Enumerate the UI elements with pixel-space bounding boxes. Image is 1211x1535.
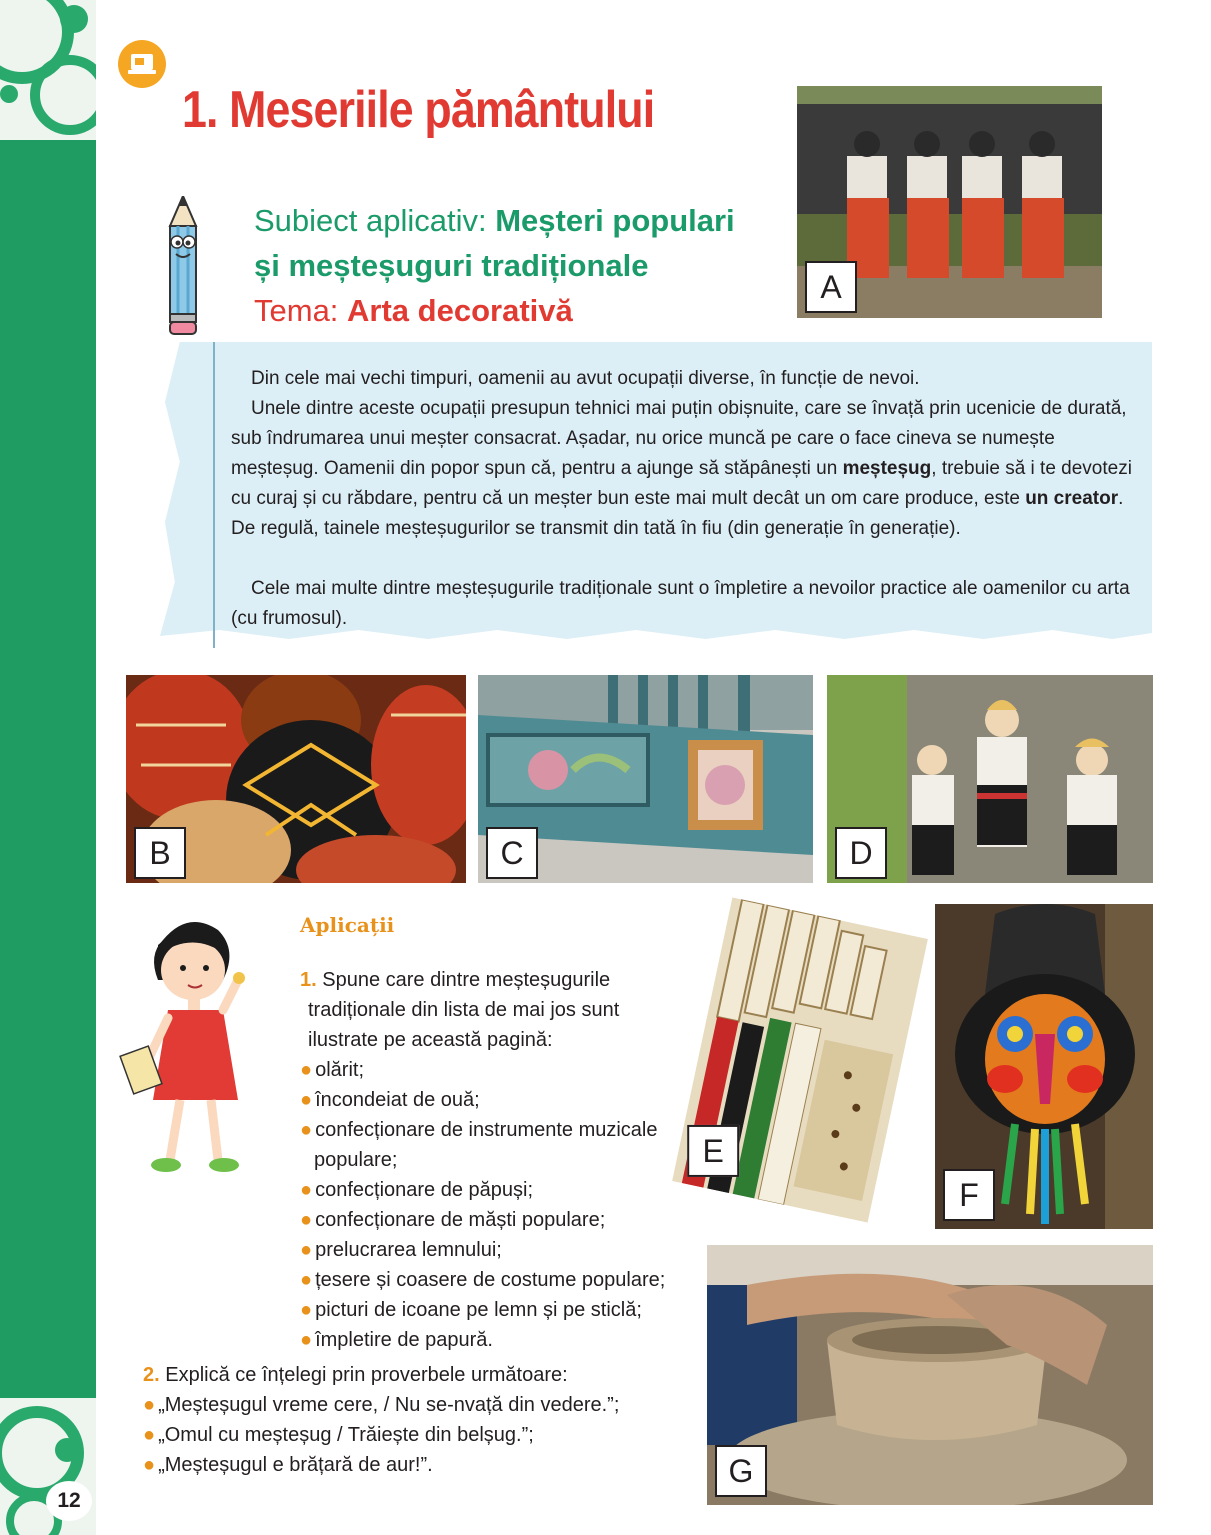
photo-c-carved-wood: [478, 675, 813, 883]
question-2-text: Explică ce înțelegi prin proverbele următoare:: [159, 1364, 568, 1386]
photo-label-e: E: [687, 1125, 739, 1177]
photo-label-f: F: [943, 1169, 995, 1221]
question-1: [282, 965, 682, 1355]
photo-f-folk-mask: [935, 904, 1153, 1229]
subject-label: Subiect aplicativ:: [254, 203, 496, 238]
photo-label-g: G: [715, 1445, 767, 1497]
photo-label-b: B: [134, 827, 186, 879]
list-item: ● prelucrarea lemnului;: [300, 1239, 502, 1261]
photo-g-pottery: [707, 1245, 1153, 1505]
list-item: ● confecționare de măști populare;: [300, 1209, 606, 1231]
intro-p2-bold-creator: un creator: [1025, 488, 1119, 509]
list-item: ● țesere și coasere de costume populare;: [300, 1269, 666, 1291]
photo-d-dolls: [827, 675, 1153, 883]
theme-value: Arta decorativă: [347, 293, 573, 328]
page-number: 12: [46, 1481, 92, 1521]
proverb-item: ● „Omul cu meșteșug / Trăiește din belșug.”;: [143, 1424, 534, 1446]
intro-p2-part-c: , trebuie să i te devotezi cu curaj și cu răbdare, pentru că un meșter bun este mai mult decât un om care produce, este: [231, 458, 1132, 509]
intro-text: [231, 364, 1146, 634]
applications-title: Aplicații: [300, 913, 395, 937]
list-item: ● confecționare de păpuși;: [300, 1179, 534, 1201]
photo-b-painted-eggs: [126, 675, 466, 883]
side-band: [0, 0, 96, 1535]
list-item: ● olărit;: [300, 1059, 364, 1081]
intro-paragraph-3: Cele mai multe dintre meșteșugurile tradiționale sunt o împletire a nevoilor practice ale oamenilor cu arta (cu frumosul).: [231, 578, 1130, 629]
intro-p2-part-a: Unele dintre aceste ocupații presupun tehnici mai puțin obișnuite, care se învață prin ucenicie de durată, sub îndrumarea unui meșter consacrat. Așadar, nu orice muncă pe care o face cineva se numește meșteșug. Oamenii din popor spun că, pentru a ajunge să stăpânești un: [231, 398, 1127, 479]
photo-label-a: A: [805, 261, 857, 313]
subject-value-line2: și meșteșuguri tradiționale: [254, 248, 649, 283]
question-2-number: 2.: [143, 1364, 160, 1386]
proverb-item: ● „Meșteșugul e brățară de aur!”.: [143, 1454, 433, 1476]
proverb-item: ● „Meșteșugul vreme cere, / Nu se-nvață din vedere.”;: [143, 1394, 620, 1416]
lesson-icon: [118, 40, 166, 88]
list-item: ● picturi de icoane pe lemn și pe sticlă;: [300, 1299, 642, 1321]
question-1-prompt: [282, 965, 682, 1055]
question-1-number: 1.: [300, 969, 317, 991]
intro-p2-bold-mestesug: meșteșug: [842, 458, 932, 479]
intro-paragraph-1: Din cele mai vechi timpuri, oamenii au avut ocupații diverse, în funcție de nevoi.: [251, 368, 920, 389]
photo-label-d: D: [835, 827, 887, 879]
side-decoration-top: [0, 0, 96, 140]
photo-label-c: C: [486, 827, 538, 879]
intro-paragraph-2: [231, 394, 1146, 544]
question-2: [143, 1360, 703, 1480]
photo-a-folk-costumes: [797, 86, 1102, 318]
theme-label: Tema:: [254, 293, 348, 328]
list-item: ● confecționare de instrumente muzicale populare;: [300, 1119, 658, 1171]
girl-illustration: [118, 910, 278, 1180]
question-1-text: Spune care dintre meșteșugurile tradiționale din lista de mai jos sunt ilustrate pe această pagină:: [308, 969, 620, 1051]
subject-value-line1: Meșteri populari: [495, 203, 735, 238]
question-1-list: [282, 1055, 682, 1355]
question-2-prompt: [143, 1360, 703, 1390]
panel-margin-rule: [213, 342, 215, 648]
pencil-mascot-icon: [158, 196, 208, 338]
list-item: ● împletire de papură.: [300, 1329, 493, 1351]
intro-p2-part-e: . De regulă, tainele meșteșugurilor se transmit din tată în fiu (din generație în generație).: [231, 488, 1124, 539]
photo-e-pan-flutes: [672, 897, 928, 1222]
list-item: ● încondeiat de ouă;: [300, 1089, 480, 1111]
subject-block: [254, 198, 735, 333]
lesson-title: 1. Meseriile pământului: [182, 81, 655, 139]
